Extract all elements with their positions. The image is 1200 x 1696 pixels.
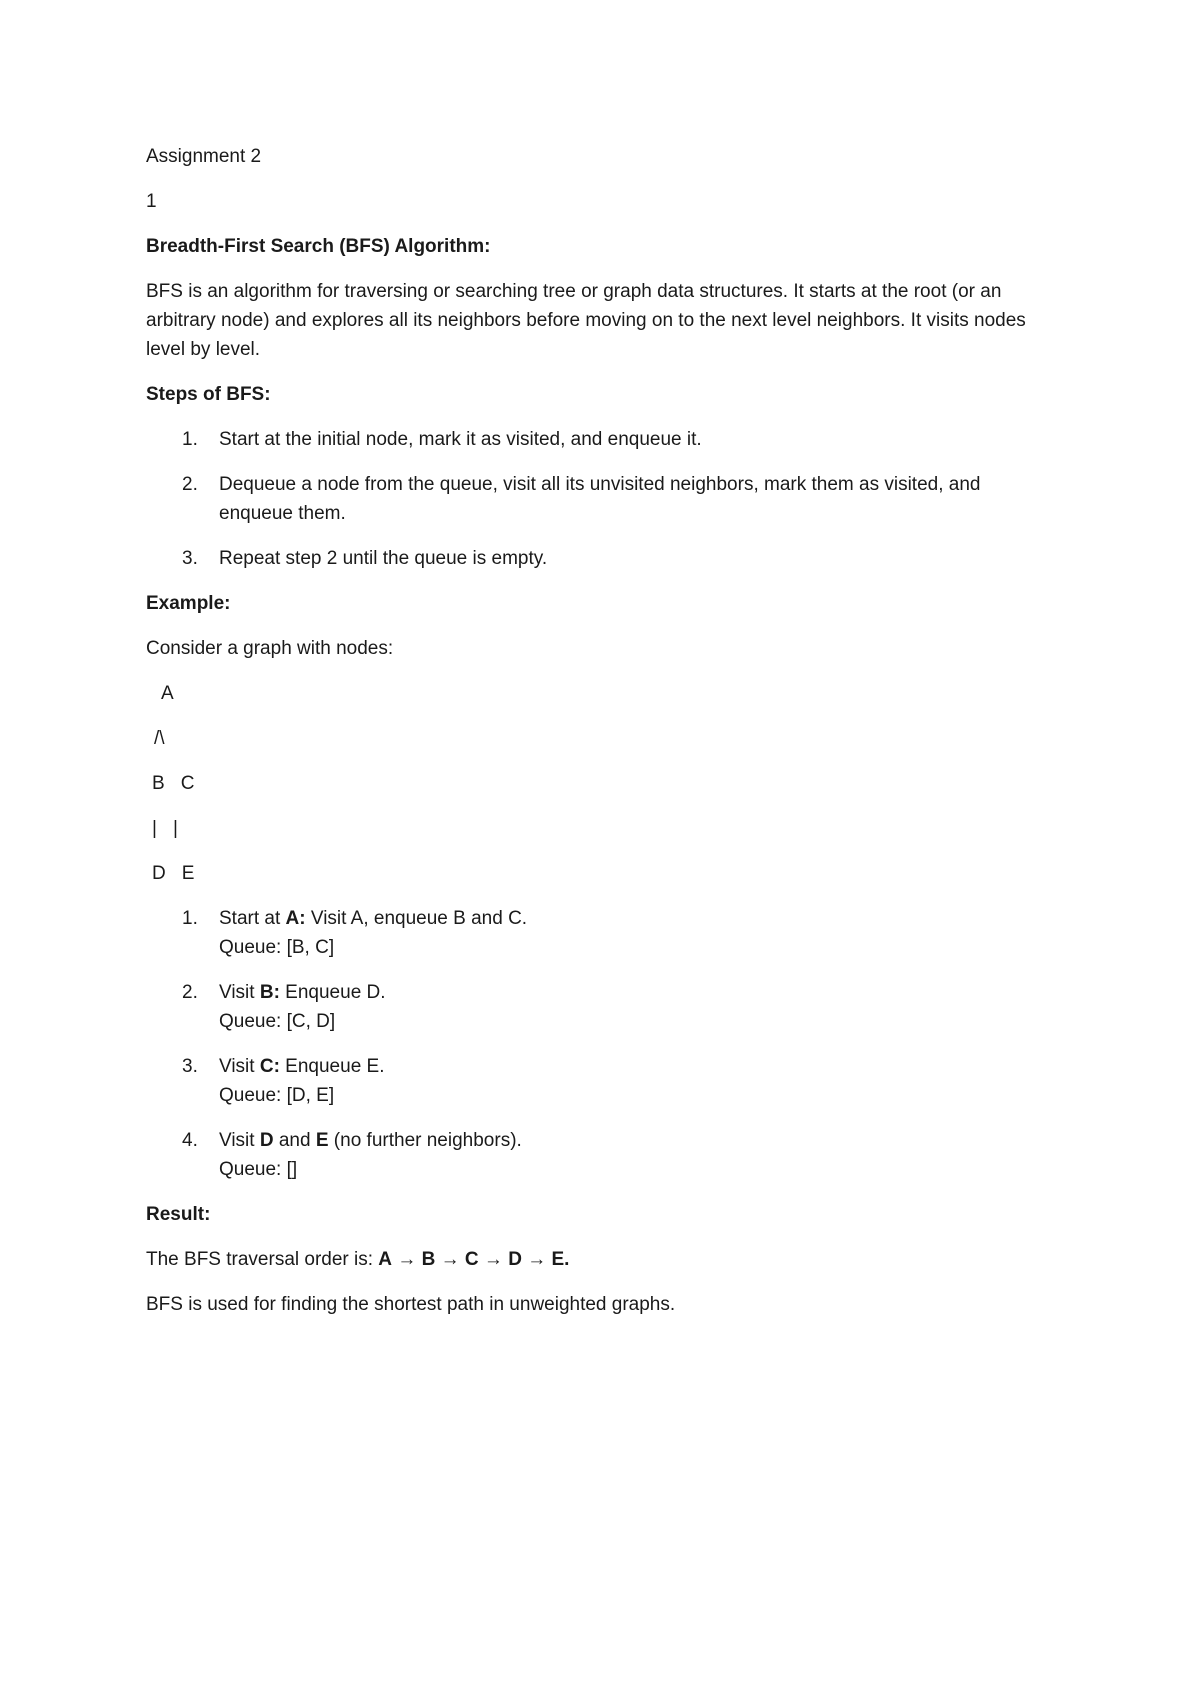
- list-number: 2.: [182, 474, 198, 495]
- section-heading: Breadth-First Search (BFS) Algorithm:: [146, 236, 491, 257]
- tree-root-line: [146, 679, 1046, 708]
- queue-value: [D, E]: [286, 1085, 335, 1106]
- queue-value: []: [286, 1159, 298, 1180]
- tree-level1-line: [146, 769, 1046, 798]
- queue-value: [B, C]: [286, 937, 335, 958]
- result-prefix: The BFS traversal order is:: [146, 1249, 379, 1270]
- tree-bar-line: [146, 814, 1046, 843]
- list-item-text: Dequeue a node from the queue, visit all its unvisited neighbors, mark them as visited, and enqueue them.: [219, 474, 981, 524]
- list-number: 2.: [182, 982, 198, 1003]
- walkthrough-text: Visit: [219, 982, 260, 1003]
- list-item: [146, 1126, 1046, 1184]
- walkthrough-bold: E: [315, 1130, 329, 1151]
- ascii-tree: [146, 679, 1046, 888]
- list-item-text: Repeat step 2 until the queue is empty.: [219, 548, 548, 569]
- walkthrough-text: (no further neighbors).: [328, 1130, 522, 1151]
- result-line: [146, 1245, 1046, 1274]
- walkthrough-text: Start at: [219, 908, 286, 929]
- arrow-icon: →: [527, 1249, 547, 1270]
- walkthrough-text: Enqueue E.: [279, 1056, 385, 1077]
- result-heading: Result:: [146, 1204, 211, 1225]
- tree-branch: /\: [154, 728, 165, 749]
- traversal-node: A: [378, 1249, 393, 1270]
- queue-value: [C, D]: [286, 1011, 336, 1032]
- closing-paragraph: BFS is used for finding the shortest path in unweighted graphs.: [146, 1294, 676, 1315]
- traversal-node: D: [508, 1249, 522, 1270]
- list-number: 3.: [182, 548, 198, 569]
- list-item: [146, 425, 1046, 454]
- list-number: 4.: [182, 1130, 198, 1151]
- traversal-node: C: [464, 1249, 479, 1270]
- example-intro: Consider a graph with nodes:: [146, 638, 394, 659]
- tree-level2-line: [146, 859, 1046, 888]
- tree-node-c: C: [180, 773, 195, 794]
- walkthrough-text: Visit A, enqueue B and C.: [305, 908, 528, 929]
- list-number: 3.: [182, 1056, 198, 1077]
- list-item: [146, 978, 1046, 1036]
- walkthrough-text: Visit: [219, 1130, 260, 1151]
- queue-label: Queue:: [219, 1011, 287, 1032]
- document-title: Assignment 2: [146, 146, 262, 167]
- example-heading: Example:: [146, 593, 231, 614]
- tree-branch-line: [146, 724, 1046, 753]
- steps-list: [146, 425, 1046, 573]
- walkthrough-bold: B:: [259, 982, 280, 1003]
- intro-paragraph: BFS is an algorithm for traversing or searching tree or graph data structures. It starts at the root (or an arbitrary node) and explores all its neighbors before moving on to the next level neighbors. It visits nodes level by level.: [146, 281, 1026, 360]
- list-item-text: Start at the initial node, mark it as visited, and enqueue it.: [219, 429, 702, 450]
- list-item: [146, 470, 1046, 528]
- document-body: [146, 142, 1046, 1335]
- walkthrough-bold: C:: [259, 1056, 280, 1077]
- result-suffix: .: [564, 1249, 570, 1270]
- queue-label: Queue:: [219, 1159, 287, 1180]
- arrow-icon: →: [440, 1249, 460, 1270]
- tree-edge-ce: |: [172, 818, 178, 839]
- list-number: 1.: [182, 429, 198, 450]
- tree-edge-bd: |: [152, 818, 157, 839]
- walkthrough-text: and: [273, 1130, 316, 1151]
- arrow-icon: →: [483, 1249, 503, 1270]
- arrow-icon: →: [397, 1249, 417, 1270]
- queue-label: Queue:: [219, 1085, 287, 1106]
- list-number: 1.: [182, 908, 198, 929]
- list-item: [146, 544, 1046, 573]
- walkthrough-text: Enqueue D.: [279, 982, 386, 1003]
- steps-heading: Steps of BFS:: [146, 384, 271, 405]
- walkthrough-bold: D: [259, 1130, 274, 1151]
- traversal-node: E: [551, 1249, 565, 1270]
- list-item: [146, 1052, 1046, 1110]
- walkthrough-list: [146, 904, 1046, 1184]
- question-number: 1: [146, 191, 157, 212]
- traversal-node: B: [421, 1249, 436, 1270]
- tree-node-d: D: [152, 863, 166, 884]
- walkthrough-bold: A:: [285, 908, 306, 929]
- list-item: [146, 904, 1046, 962]
- tree-node-e: E: [181, 863, 195, 884]
- walkthrough-text: Visit: [219, 1056, 260, 1077]
- tree-node-b: B: [152, 773, 165, 794]
- queue-label: Queue:: [219, 937, 287, 958]
- tree-node-a: A: [161, 683, 174, 704]
